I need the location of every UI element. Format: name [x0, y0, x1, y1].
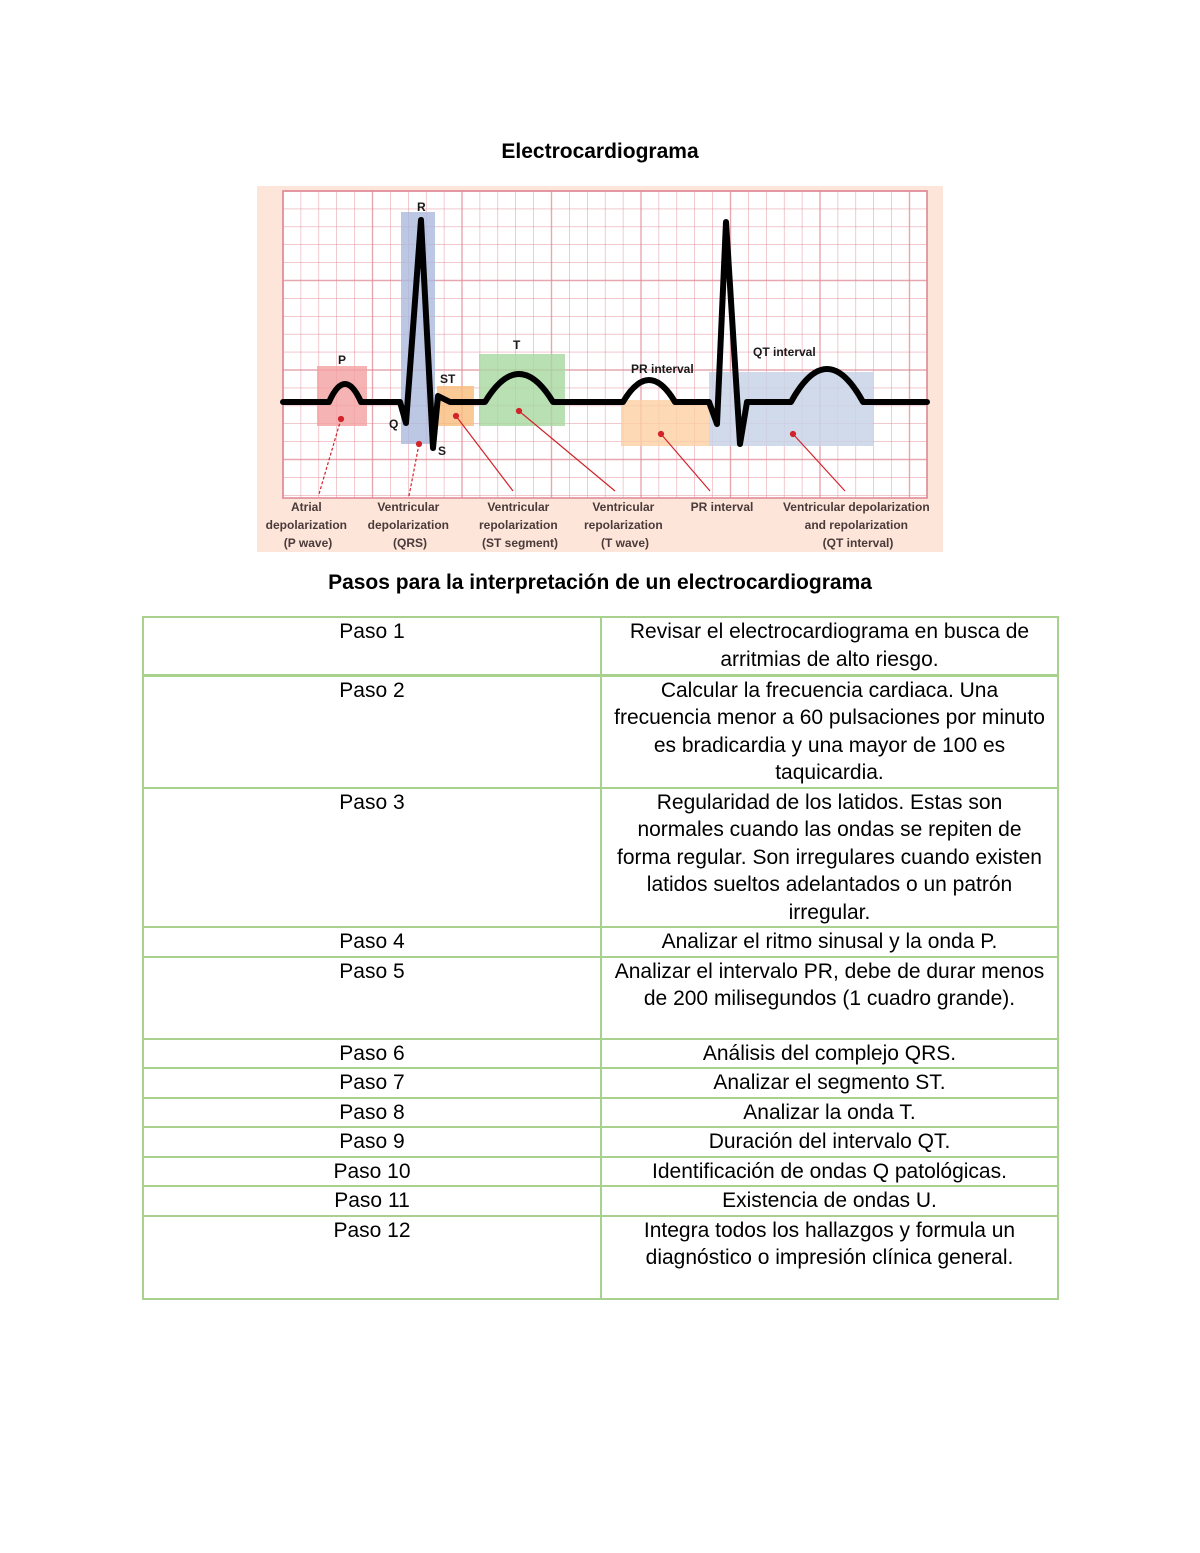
step-description-cell: Duración del intervalo QT.: [601, 1127, 1058, 1157]
step-number-cell: Paso 10: [143, 1157, 601, 1187]
st-segment-region: [437, 386, 474, 426]
label-pr-interval: PR interval: [631, 362, 694, 376]
step-description-cell: Analizar el intervalo PR, debe de durar menos de 200 milisegundos (1 cuadro grande).: [601, 957, 1058, 1039]
step-number-cell: Paso 1: [143, 617, 601, 675]
table-row: [143, 957, 1058, 1039]
label-p: P: [338, 353, 347, 367]
table-row: [143, 1157, 1058, 1187]
table-row: [143, 927, 1058, 957]
step-number-cell: Paso 6: [143, 1039, 601, 1069]
table-row: [143, 1127, 1058, 1157]
table-row: [143, 617, 1058, 675]
label-qt-interval: QT interval: [753, 345, 816, 359]
step-description-cell: Revisar el electrocardiograma en busca de arritmias de alto riesgo.: [601, 617, 1058, 675]
step-description-cell: Análisis del complejo QRS.: [601, 1039, 1058, 1069]
caption-pr-interval: PR interval: [690, 500, 754, 514]
table-row: [143, 1186, 1058, 1216]
document-title: Electrocardiograma: [501, 140, 699, 163]
step-description-cell: Analizar el segmento ST.: [601, 1068, 1058, 1098]
step-description-cell: Analizar el ritmo sinusal y la onda P.: [601, 927, 1058, 957]
step-description-cell: Existencia de ondas U.: [601, 1186, 1058, 1216]
table-row: [143, 1216, 1058, 1299]
label-q: Q: [389, 417, 399, 431]
step-number-cell: Paso 11: [143, 1186, 601, 1216]
step-description-cell: Identificación de ondas Q patológicas.: [601, 1157, 1058, 1187]
step-number-cell: Paso 12: [143, 1216, 601, 1299]
caption-qt-interval: Ventricular depolarization and repolarization (QT interval): [782, 500, 930, 550]
step-description-cell: Regularidad de los latidos. Estas son normales cuando las ondas se repiten de forma regular. Son irregulares cuando existen latidos sueltos adelantados o un patrón irregular.: [601, 788, 1058, 928]
table-row: [143, 1068, 1058, 1098]
table-row: [143, 1039, 1058, 1069]
ecg-diagram: [257, 186, 943, 552]
steps-table: [142, 616, 1059, 1300]
step-number-cell: Paso 3: [143, 788, 601, 928]
step-description-cell: Integra todos los hallazgos y formula un diagnóstico o impresión clínica general.: [601, 1216, 1058, 1299]
table-row: [143, 788, 1058, 928]
section-title: Pasos para la interpretación de un electrocardiograma: [328, 571, 872, 594]
label-r: R: [417, 200, 426, 214]
step-number-cell: Paso 4: [143, 927, 601, 957]
caption-p-wave: Atrial depolarization (P wave): [265, 500, 347, 550]
table-row: [143, 675, 1058, 788]
step-description-cell: Calcular la frecuencia cardiaca. Una frecuencia menor a 60 pulsaciones por minuto es bradicardia y una mayor de 100 es taquicardia.: [601, 675, 1058, 788]
step-number-cell: Paso 7: [143, 1068, 601, 1098]
label-s: S: [438, 444, 447, 458]
step-number-cell: Paso 2: [143, 675, 601, 788]
step-description-cell: Analizar la onda T.: [601, 1098, 1058, 1128]
caption-st-segment: Ventricular repolarization (ST segment): [478, 500, 559, 550]
label-t: T: [513, 338, 521, 352]
caption-qrs: Ventricular depolarization (QRS): [367, 500, 449, 550]
caption-t-wave: Ventricular repolarization (T wave): [583, 500, 663, 550]
label-st: ST: [440, 372, 456, 386]
step-number-cell: Paso 5: [143, 957, 601, 1039]
table-row: [143, 1098, 1058, 1128]
step-number-cell: Paso 8: [143, 1098, 601, 1128]
step-number-cell: Paso 9: [143, 1127, 601, 1157]
